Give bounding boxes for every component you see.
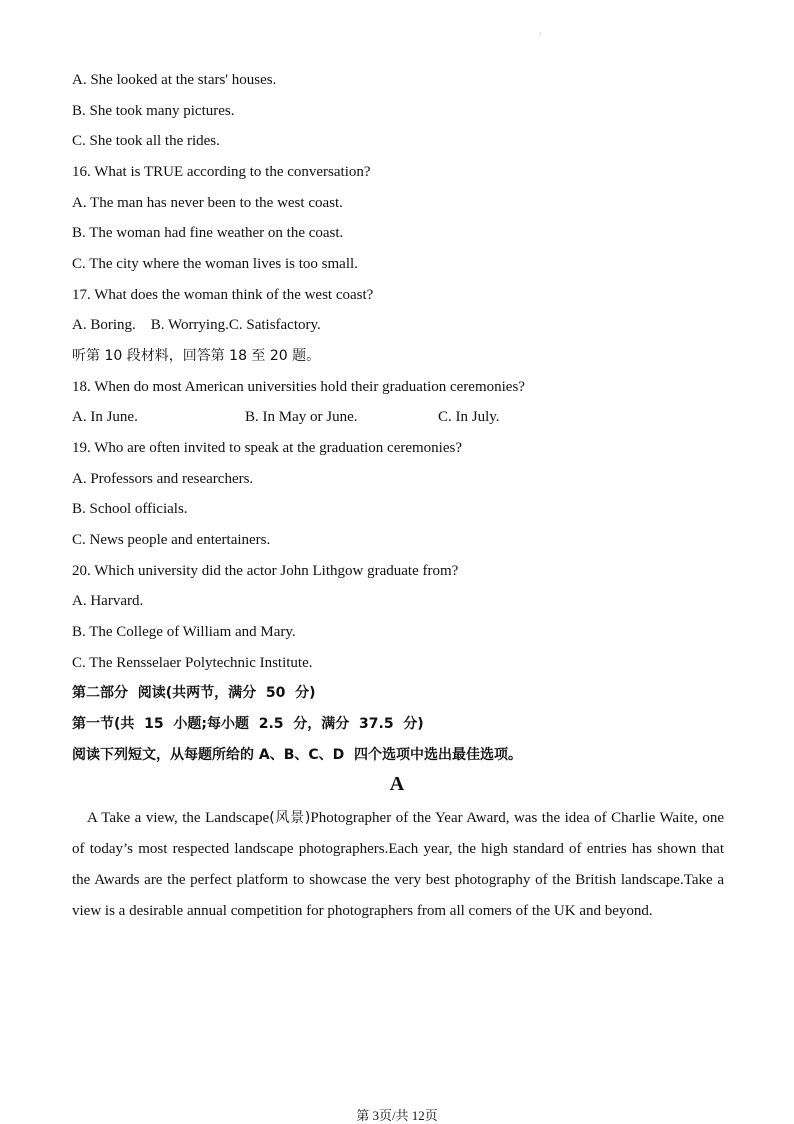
passage-letter: A bbox=[389, 773, 405, 795]
part2-heading: 第二部分 阅读(共两节，满分 50 分) bbox=[72, 685, 316, 701]
scan-mark: · bbox=[539, 30, 542, 39]
listening-instruction: 听第 10 段材料，回答第 18 至 20 题。 bbox=[72, 348, 321, 364]
q20-option-b: B. The College of William and Mary. bbox=[72, 624, 296, 640]
section1-heading: 第一节(共 15 小题;每小题 2.5 分，满分 37.5 分) bbox=[72, 716, 424, 732]
q20-option-a: A. Harvard. bbox=[72, 593, 144, 609]
page-footer: 第 3页/共 12页 bbox=[356, 1108, 438, 1123]
q18-option-c: C. In July. bbox=[438, 409, 500, 425]
q19-question: 19. Who are often invited to speak at the graduation ceremonies? bbox=[72, 440, 462, 456]
q15-option-c: C. She took all the rides. bbox=[72, 133, 220, 149]
passage-gloss: (风景) bbox=[269, 810, 311, 826]
q15-option-b: B. She took many pictures. bbox=[72, 103, 235, 119]
q15-option-a: A. She looked at the stars' houses. bbox=[72, 72, 277, 88]
q19-option-c: C. News people and entertainers. bbox=[72, 532, 271, 548]
q20-option-c: C. The Rensselaer Polytechnic Institute. bbox=[72, 655, 313, 671]
reading-instruction: 阅读下列短文，从每题所给的 A、B、C、D 四个选项中选出最佳选项。 bbox=[72, 747, 523, 763]
q19-option-b: B. School officials. bbox=[72, 501, 188, 517]
q17-options: A. Boring. B. Worrying.C. Satisfactory. bbox=[72, 317, 321, 333]
q18-options bbox=[72, 407, 500, 427]
q17-question: 17. What does the woman think of the west coast? bbox=[72, 287, 374, 303]
q19-option-a: A. Professors and researchers. bbox=[72, 471, 254, 487]
passage-text-rest: Photographer of the Year Award, was the idea of Charlie Waite, one of today’s most respected landscape photographers.Each year, the high standard of entries has shown that the Awards are the perfect platform to showcase the very best photography of the British landscape.Take a view is a desirable annual competition for photographers from all comers of the UK and beyond. bbox=[72, 810, 724, 919]
q18-question: 18. When do most American universities hold their graduation ceremonies? bbox=[72, 379, 525, 395]
passage-a-paragraph bbox=[72, 803, 724, 927]
q20-question: 20. Which university did the actor John Lithgow graduate from? bbox=[72, 563, 459, 579]
q16-option-b: B. The woman had fine weather on the coast. bbox=[72, 225, 344, 241]
q18-option-b: B. In May or June. bbox=[245, 409, 358, 425]
q18-option-a: A. In June. bbox=[72, 409, 138, 425]
q16-option-c: C. The city where the woman lives is too small. bbox=[72, 256, 358, 272]
passage-text-start: A Take a view, the Landscape bbox=[87, 810, 270, 826]
q16-option-a: A. The man has never been to the west coast. bbox=[72, 195, 343, 211]
q16-question: 16. What is TRUE according to the conversation? bbox=[72, 164, 371, 180]
